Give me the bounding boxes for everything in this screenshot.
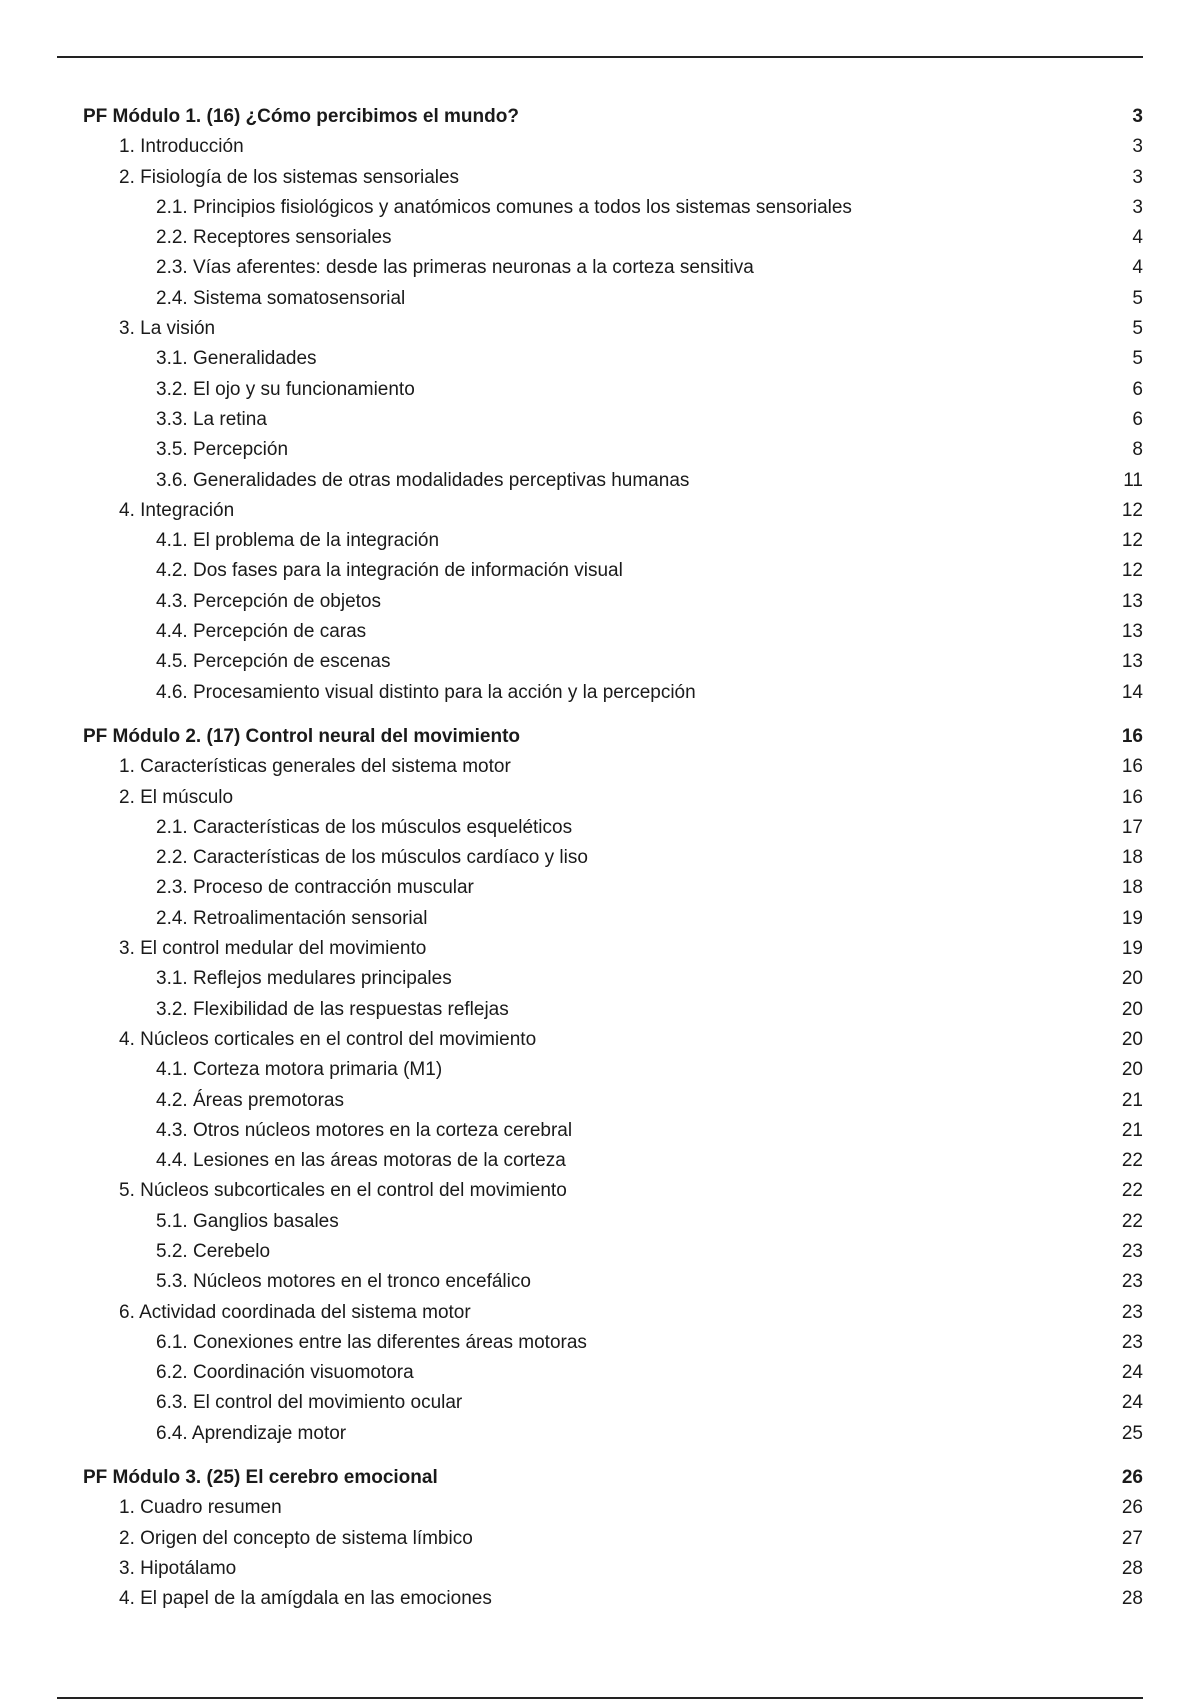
toc-chapter-entry-title: 4. Núcleos corticales en el control del movimiento — [119, 1028, 537, 1050]
toc-subchapter-entry[interactable] — [83, 873, 1143, 903]
toc-subchapter-entry-title: 2.4. Sistema somatosensorial — [156, 287, 406, 309]
toc-subchapter-entry-page-number: 13 — [1121, 590, 1143, 612]
toc-chapter-entry-page-number: 16 — [1121, 786, 1143, 808]
toc-chapter-entry[interactable] — [83, 752, 1143, 782]
toc-chapter-entry-title: 2. Fisiología de los sistemas sensoriales — [119, 166, 460, 188]
toc-chapter-entry-title: 3. La visión — [119, 318, 216, 340]
toc-subchapter-entry-title: 3.6. Generalidades de otras modalidades perceptivas humanas — [156, 469, 690, 491]
toc-subchapter-entry-title: 3.1. Reflejos medulares principales — [156, 968, 452, 990]
toc-subchapter-entry-page-number: 21 — [1121, 1119, 1143, 1141]
toc-subchapter-entry-page-number: 21 — [1121, 1089, 1143, 1111]
toc-chapter-entry-page-number: 5 — [1132, 318, 1143, 340]
toc-subchapter-entry-page-number: 12 — [1121, 560, 1143, 582]
toc-subchapter-entry-page-number: 23 — [1121, 1240, 1143, 1262]
toc-subchapter-entry-title: 5.1. Ganglios basales — [156, 1210, 339, 1232]
toc-subchapter-entry-page-number: 25 — [1121, 1422, 1143, 1444]
toc-subchapter-entry-page-number: 18 — [1121, 877, 1143, 899]
toc-module-heading[interactable] — [83, 102, 1143, 132]
toc-chapter-entry-page-number: 16 — [1121, 756, 1143, 778]
toc-chapter-entry[interactable] — [83, 132, 1143, 162]
toc-subchapter-entry-title: 4.5. Percepción de escenas — [156, 651, 391, 673]
toc-subchapter-entry[interactable] — [83, 405, 1143, 435]
toc-subchapter-entry-title: 2.1. Características de los músculos esqueléticos — [156, 816, 573, 838]
toc-module-heading-page-number: 26 — [1121, 1467, 1143, 1489]
toc-chapter-entry-title: 4. Integración — [119, 499, 235, 521]
toc-subchapter-entry-page-number: 13 — [1121, 621, 1143, 643]
toc-subchapter-entry[interactable] — [83, 193, 1143, 223]
toc-module-heading[interactable] — [83, 722, 1143, 752]
toc-chapter-entry-page-number: 28 — [1121, 1557, 1143, 1579]
toc-module-heading-page-number: 16 — [1121, 725, 1143, 747]
toc-chapter-entry[interactable] — [83, 1493, 1143, 1523]
top-rule — [57, 56, 1143, 58]
toc-subchapter-entry[interactable] — [83, 1146, 1143, 1176]
toc-subchapter-entry-page-number: 8 — [1132, 439, 1143, 461]
toc-subchapter-entry[interactable] — [83, 964, 1143, 994]
toc-subchapter-entry-page-number: 19 — [1121, 907, 1143, 929]
toc-subchapter-entry-title: 4.1. El problema de la integración — [156, 530, 440, 552]
toc-subchapter-entry[interactable] — [83, 1328, 1143, 1358]
toc-subchapter-entry-page-number: 5 — [1132, 348, 1143, 370]
toc-chapter-entry-page-number: 22 — [1121, 1180, 1143, 1202]
toc-subchapter-entry-title: 4.6. Procesamiento visual distinto para la acción y la percepción — [156, 681, 696, 703]
toc-chapter-entry-title: 6. Actividad coordinada del sistema motor — [119, 1301, 471, 1323]
toc-subchapter-entry[interactable] — [83, 1116, 1143, 1146]
toc-chapter-entry-page-number: 27 — [1121, 1527, 1143, 1549]
toc-subchapter-entry-page-number: 11 — [1123, 469, 1143, 491]
toc-subchapter-entry-page-number: 5 — [1132, 287, 1143, 309]
toc-subchapter-entry[interactable] — [83, 466, 1143, 496]
toc-subchapter-entry-title: 4.4. Lesiones en las áreas motoras de la corteza — [156, 1150, 566, 1172]
toc-subchapter-entry[interactable] — [83, 678, 1143, 708]
toc-subchapter-entry[interactable] — [83, 617, 1143, 647]
toc-subchapter-entry-title: 2.3. Vías aferentes: desde las primeras neuronas a la corteza sensitiva — [156, 257, 754, 279]
toc-subchapter-entry-title: 4.4. Percepción de caras — [156, 621, 367, 643]
toc-chapter-entry-page-number: 3 — [1132, 136, 1143, 158]
toc-subchapter-entry-page-number: 14 — [1121, 681, 1143, 703]
toc-subchapter-entry-page-number: 12 — [1121, 530, 1143, 552]
toc-subchapter-entry-title: 6.3. El control del movimiento ocular — [156, 1392, 463, 1414]
toc-subchapter-entry-page-number: 22 — [1121, 1150, 1143, 1172]
toc-subchapter-entry-page-number: 18 — [1121, 847, 1143, 869]
toc-subchapter-entry[interactable] — [83, 813, 1143, 843]
toc-subchapter-entry[interactable] — [83, 223, 1143, 253]
toc-subchapter-entry-page-number: 24 — [1121, 1392, 1143, 1414]
toc-subchapter-entry-page-number: 24 — [1121, 1362, 1143, 1384]
toc-subchapter-entry[interactable] — [83, 1207, 1143, 1237]
toc-subchapter-entry[interactable] — [83, 1055, 1143, 1085]
toc-subchapter-entry-page-number: 23 — [1121, 1331, 1143, 1353]
toc-chapter-entry[interactable] — [83, 1524, 1143, 1554]
toc-chapter-entry-page-number: 26 — [1121, 1497, 1143, 1519]
toc-subchapter-entry-page-number: 4 — [1132, 227, 1143, 249]
toc-subchapter-entry[interactable] — [83, 375, 1143, 405]
toc-chapter-entry[interactable] — [83, 1176, 1143, 1206]
toc-subchapter-entry-title: 4.3. Percepción de objetos — [156, 590, 381, 612]
toc-subchapter-entry-title: 2.3. Proceso de contracción muscular — [156, 877, 474, 899]
toc-subchapter-entry[interactable] — [83, 1419, 1143, 1449]
toc-subchapter-entry-title: 6.1. Conexiones entre las diferentes áreas motoras — [156, 1331, 587, 1353]
toc-subchapter-entry[interactable] — [83, 1237, 1143, 1267]
toc-subchapter-entry-title: 3.2. Flexibilidad de las respuestas reflejas — [156, 998, 509, 1020]
toc-chapter-entry-title: 3. El control medular del movimiento — [119, 938, 427, 960]
toc-subchapter-entry-page-number: 3 — [1132, 196, 1143, 218]
toc-chapter-entry[interactable] — [83, 496, 1143, 526]
toc-chapter-entry[interactable] — [83, 163, 1143, 193]
toc-subchapter-entry-page-number: 6 — [1132, 408, 1143, 430]
toc-subchapter-entry-title: 6.4. Aprendizaje motor — [156, 1422, 347, 1444]
table-of-contents — [83, 102, 1143, 1629]
toc-subchapter-entry-page-number: 20 — [1121, 968, 1143, 990]
toc-chapter-entry[interactable] — [83, 314, 1143, 344]
toc-subchapter-entry-page-number: 6 — [1132, 378, 1143, 400]
toc-subchapter-entry-title: 4.2. Áreas premotoras — [156, 1089, 344, 1111]
toc-module-section — [83, 102, 1143, 708]
toc-subchapter-entry[interactable] — [83, 1358, 1143, 1388]
toc-chapter-entry-title: 2. El músculo — [119, 786, 234, 808]
toc-subchapter-entry-title: 3.5. Percepción — [156, 439, 289, 461]
toc-chapter-entry-title: 1. Introducción — [119, 136, 244, 158]
toc-chapter-entry-title: 1. Características generales del sistema motor — [119, 756, 511, 778]
toc-subchapter-entry-title: 2.2. Receptores sensoriales — [156, 227, 392, 249]
toc-module-heading-title: PF Módulo 2. (17) Control neural del movimiento — [83, 725, 521, 747]
toc-subchapter-entry[interactable] — [83, 435, 1143, 465]
toc-chapter-entry-title: 3. Hipotálamo — [119, 1557, 237, 1579]
toc-module-heading[interactable] — [83, 1463, 1143, 1493]
toc-subchapter-entry-page-number: 13 — [1121, 651, 1143, 673]
toc-chapter-entry-page-number: 23 — [1121, 1301, 1143, 1323]
toc-subchapter-entry-title: 5.3. Núcleos motores en el tronco encefálico — [156, 1271, 531, 1293]
toc-chapter-entry-title: 1. Cuadro resumen — [119, 1497, 282, 1519]
toc-chapter-entry[interactable] — [83, 1298, 1143, 1328]
toc-chapter-entry-page-number: 3 — [1132, 166, 1143, 188]
toc-subchapter-entry-title: 3.2. El ojo y su funcionamiento — [156, 378, 415, 400]
toc-module-heading-title: PF Módulo 1. (16) ¿Cómo percibimos el mundo? — [83, 106, 519, 127]
toc-subchapter-entry[interactable] — [83, 995, 1143, 1025]
toc-chapter-entry-title: 4. El papel de la amígdala en las emociones — [119, 1588, 492, 1610]
toc-chapter-entry[interactable] — [83, 1554, 1143, 1584]
toc-chapter-entry[interactable] — [83, 934, 1143, 964]
toc-chapter-entry[interactable] — [83, 1584, 1143, 1614]
toc-subchapter-entry[interactable] — [83, 904, 1143, 934]
toc-subchapter-entry-page-number: 17 — [1121, 816, 1143, 838]
toc-chapter-entry-title: 2. Origen del concepto de sistema límbico — [119, 1527, 473, 1549]
toc-subchapter-entry[interactable] — [83, 647, 1143, 677]
toc-subchapter-entry-title: 6.2. Coordinación visuomotora — [156, 1362, 414, 1384]
toc-subchapter-entry[interactable] — [83, 1267, 1143, 1297]
toc-module-heading-title: PF Módulo 3. (25) El cerebro emocional — [83, 1467, 438, 1489]
toc-chapter-entry-page-number: 12 — [1121, 499, 1143, 521]
toc-subchapter-entry[interactable] — [83, 556, 1143, 586]
toc-subchapter-entry-title: 4.3. Otros núcleos motores en la corteza cerebral — [156, 1119, 573, 1141]
toc-subchapter-entry[interactable] — [83, 587, 1143, 617]
toc-module-section — [83, 722, 1143, 1449]
toc-chapter-entry-title: 5. Núcleos subcorticales en el control del movimiento — [119, 1180, 567, 1202]
toc-subchapter-entry-title: 2.2. Características de los músculos cardíaco y liso — [156, 847, 588, 869]
toc-subchapter-entry-title: 5.2. Cerebelo — [156, 1240, 271, 1262]
toc-subchapter-entry[interactable] — [83, 284, 1143, 314]
toc-subchapter-entry-title: 2.1. Principios fisiológicos y anatómicos comunes a todos los sistemas sensoriales — [156, 196, 852, 218]
toc-subchapter-entry[interactable] — [83, 253, 1143, 283]
toc-subchapter-entry[interactable] — [83, 344, 1143, 374]
toc-subchapter-entry[interactable] — [83, 1388, 1143, 1418]
toc-subchapter-entry-page-number: 20 — [1121, 998, 1143, 1020]
toc-chapter-entry-page-number: 20 — [1121, 1028, 1143, 1050]
toc-subchapter-entry-title: 3.3. La retina — [156, 408, 267, 430]
toc-subchapter-entry-title: 2.4. Retroalimentación sensorial — [156, 907, 428, 929]
toc-subchapter-entry-page-number: 20 — [1121, 1059, 1143, 1081]
toc-module-heading-page-number: 3 — [1132, 106, 1143, 127]
toc-subchapter-entry[interactable] — [83, 1086, 1143, 1116]
toc-chapter-entry[interactable] — [83, 1025, 1143, 1055]
toc-subchapter-entry-title: 4.2. Dos fases para la integración de información visual — [156, 560, 623, 582]
toc-chapter-entry-page-number: 19 — [1121, 938, 1143, 960]
toc-subchapter-entry-title: 4.1. Corteza motora primaria (M1) — [156, 1059, 443, 1081]
toc-subchapter-entry-title: 3.1. Generalidades — [156, 348, 317, 370]
toc-chapter-entry[interactable] — [83, 783, 1143, 813]
toc-subchapter-entry-page-number: 4 — [1132, 257, 1143, 279]
toc-subchapter-entry[interactable] — [83, 843, 1143, 873]
toc-module-section — [83, 1463, 1143, 1614]
toc-subchapter-entry[interactable] — [83, 526, 1143, 556]
toc-chapter-entry-page-number: 28 — [1121, 1588, 1143, 1610]
toc-subchapter-entry-page-number: 22 — [1121, 1210, 1143, 1232]
bottom-rule — [57, 1697, 1143, 1699]
toc-subchapter-entry-page-number: 23 — [1121, 1271, 1143, 1293]
